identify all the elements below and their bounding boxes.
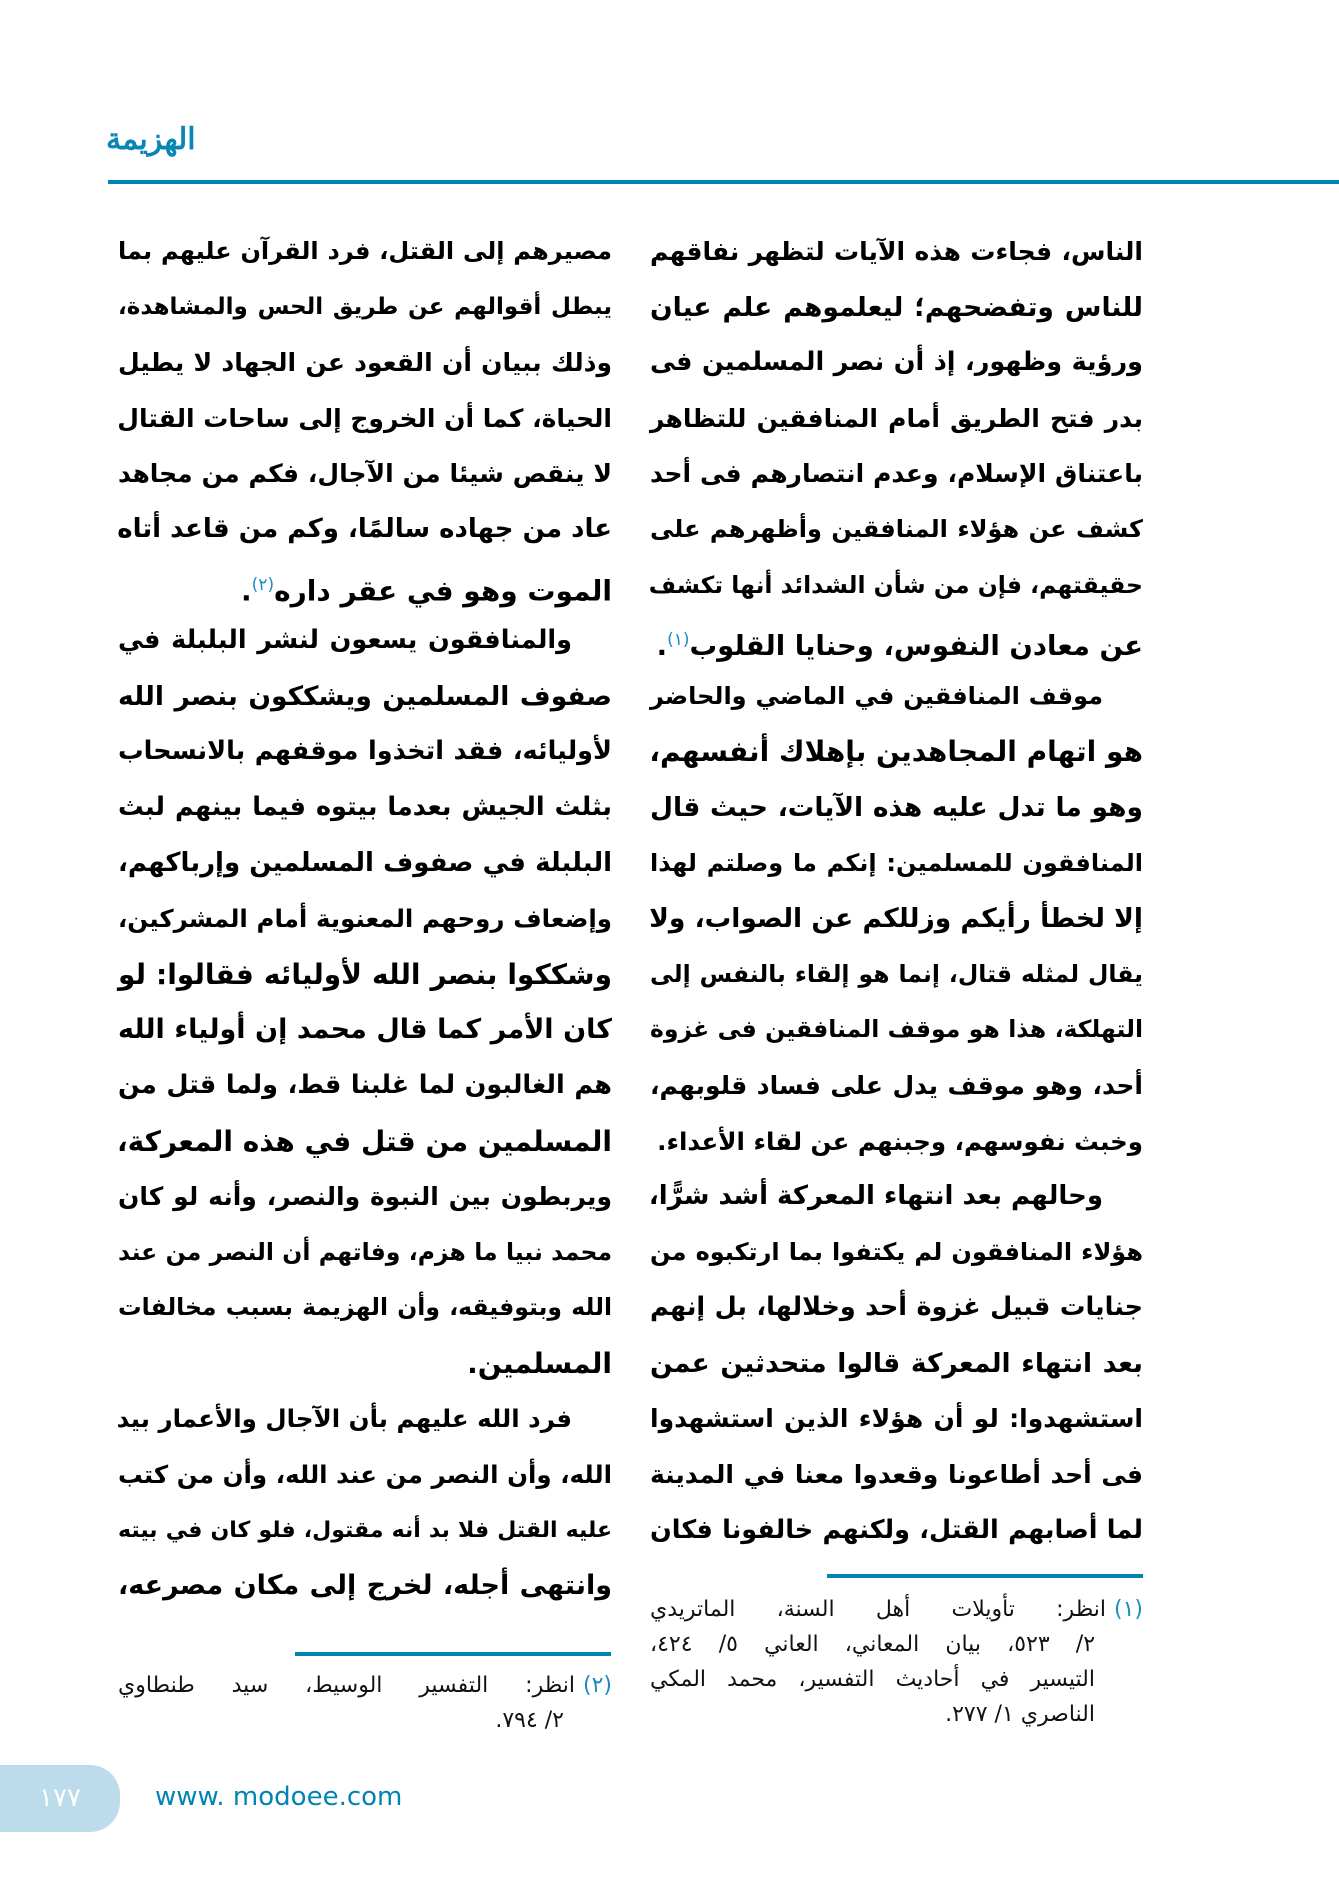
line-text: وانتهى أجله، لخرج إلى مكان مصرعه، bbox=[118, 1570, 612, 1602]
line-text: باعتناق الإسلام، وعدم انتصارهم فى أحد bbox=[650, 459, 1143, 489]
footnote-divider-right bbox=[827, 1574, 1143, 1578]
line-text: وذلك ببيان أن القعود عن الجهاد لا يطيل bbox=[118, 348, 612, 378]
text-line bbox=[650, 1503, 1143, 1559]
text-line bbox=[650, 947, 1143, 1003]
line-text: وشككوا بنصر الله لأوليائه فقالوا: لو bbox=[118, 957, 612, 991]
text-line bbox=[118, 558, 612, 614]
line-text: ورؤية وظهور، إذ أن نصر المسلمين فى bbox=[650, 347, 1143, 378]
text-line bbox=[650, 1002, 1143, 1058]
website-url: www. modoee.com bbox=[155, 1782, 403, 1812]
footnote-number: (١) bbox=[1113, 1597, 1143, 1622]
text-line bbox=[118, 836, 612, 892]
text-line bbox=[650, 724, 1143, 780]
line-text: صفوف المسلمين ويشككون بنصر الله bbox=[118, 680, 612, 712]
text-line bbox=[118, 391, 612, 447]
text-line bbox=[118, 1114, 612, 1170]
footnote-text: ٢/ ٧٩٤. bbox=[495, 1708, 564, 1733]
text-line bbox=[118, 669, 612, 725]
text-line bbox=[118, 1336, 612, 1392]
footnote-line bbox=[118, 1668, 612, 1703]
text-line bbox=[650, 1447, 1143, 1503]
text-line bbox=[650, 669, 1143, 725]
text-line bbox=[118, 1503, 612, 1559]
footnote-text: انظر: التفسير الوسيط، سيد طنطاوي bbox=[118, 1673, 575, 1698]
footnote-text: ٢/ ٥٢٣، بيان المعاني، العاني ٥/ ٤٢٤، bbox=[650, 1632, 1096, 1657]
text-line bbox=[650, 446, 1143, 502]
line-text: عليه القتل فلا بد أنه مقتول، فلو كان في بيته bbox=[118, 1517, 612, 1543]
line-text: المسلمين. bbox=[467, 1346, 612, 1380]
line-text: والمنافقون يسعون لنشر البلبلة في bbox=[118, 625, 572, 656]
text-line bbox=[650, 891, 1143, 947]
line-text: وإضعاف روحهم المعنوية أمام المشركين، bbox=[118, 904, 612, 934]
line-text: بثلث الجيش بعدما بيتوه فيما بينهم لبث bbox=[118, 791, 612, 822]
text-line bbox=[118, 947, 612, 1003]
text-line bbox=[650, 335, 1143, 391]
text-line bbox=[118, 280, 612, 336]
footnote-text: التيسير في أحاديث التفسير، محمد المكي bbox=[650, 1667, 1095, 1692]
line-text: المسلمين من قتل في هذه المعركة، bbox=[116, 1124, 612, 1158]
line-text: الموت وهو في عقر داره bbox=[274, 573, 612, 607]
line-text: فرد الله عليهم بأن الآجال والأعمار بيد bbox=[116, 1404, 572, 1434]
text-line bbox=[118, 1058, 612, 1114]
text-line bbox=[650, 558, 1143, 614]
line-text: يقال لمثله قتال، إنما هو إلقاء بالنفس إلى bbox=[650, 959, 1143, 988]
text-line bbox=[650, 1169, 1143, 1225]
page-number-badge bbox=[0, 1765, 120, 1832]
line-text: ويربطون بين النبوة والنصر، وأنه لو كان bbox=[118, 1182, 612, 1212]
line-text: جنايات قبيل غزوة أحد وخلالها، بل إنهم bbox=[650, 1292, 1143, 1323]
line-tail: . bbox=[241, 573, 252, 607]
text-line bbox=[118, 335, 612, 391]
right-text-column bbox=[650, 224, 1143, 1558]
line-text: الله وبتوفيقه، وأن الهزيمة بسبب مخالفات bbox=[118, 1293, 612, 1322]
text-line bbox=[650, 1280, 1143, 1336]
text-line bbox=[118, 724, 612, 780]
footnote-marker: (٢) bbox=[251, 574, 275, 595]
line-text: استشهدوا: لو أن هؤلاء الذين استشهدوا bbox=[650, 1404, 1143, 1434]
line-text: وخبث نفوسهم، وجبنهم عن لقاء الأعداء. bbox=[657, 1126, 1143, 1156]
line-text: هو اتهام المجاهدين بإهلاك أنفسهم، bbox=[649, 735, 1143, 769]
text-line bbox=[118, 446, 612, 502]
line-text: الناس، فجاءت هذه الآيات لتظهر نفاقهم bbox=[650, 237, 1143, 266]
footnote-line bbox=[650, 1627, 1143, 1662]
text-line bbox=[650, 1391, 1143, 1447]
line-text: هم الغالبون لما غلبنا قط، ولما قتل من bbox=[118, 1069, 612, 1100]
text-line bbox=[118, 1391, 612, 1447]
text-line bbox=[650, 224, 1143, 280]
text-line bbox=[650, 1058, 1143, 1114]
line-text: حقيقتهم، فإن من شأن الشدائد أنها تكشف bbox=[648, 570, 1143, 599]
line-text: كشف عن هؤلاء المنافقين وأظهرهم على bbox=[650, 514, 1143, 543]
line-text: أحد، وهو موقف يدل على فساد قلوبهم، bbox=[650, 1070, 1143, 1100]
text-line bbox=[118, 613, 612, 669]
text-line bbox=[650, 613, 1143, 669]
line-text: عاد من جهاده سالمًا، وكم من قاعد أتاه bbox=[117, 513, 612, 544]
text-line bbox=[650, 836, 1143, 892]
page-number: ١٧٧ bbox=[39, 1783, 81, 1813]
text-line bbox=[650, 1336, 1143, 1392]
footnote-divider-left bbox=[295, 1652, 611, 1656]
footnote-marker: (١) bbox=[667, 630, 690, 651]
text-line bbox=[650, 502, 1143, 558]
footnote-number: (٢) bbox=[582, 1673, 612, 1698]
line-text: محمد نبيا ما هزم، وفاتهم أن النصر من عند bbox=[118, 1237, 612, 1266]
text-line bbox=[118, 1002, 612, 1058]
line-text: للناس وتفضحهم؛ ليعلموهم علم عيان bbox=[650, 291, 1143, 323]
line-text: كان الأمر كما قال محمد إن أولياء الله bbox=[118, 1014, 612, 1046]
footnote-line bbox=[118, 1703, 612, 1738]
line-text: يبطل أقوالهم عن طريق الحس والمشاهدة، bbox=[118, 293, 612, 320]
text-line bbox=[118, 502, 612, 558]
footnote-line bbox=[650, 1697, 1143, 1732]
footnote-1 bbox=[650, 1592, 1143, 1732]
book-title-logo: الهزيمة bbox=[106, 122, 196, 157]
text-line bbox=[118, 224, 612, 280]
line-text: الحياة، كما أن الخروج إلى ساحات القتال bbox=[117, 403, 612, 433]
text-line bbox=[118, 780, 612, 836]
line-text: التهلكة، هذا هو موقف المنافقين فى غزوة bbox=[650, 1015, 1143, 1044]
footnote-line bbox=[650, 1592, 1143, 1627]
text-line bbox=[650, 780, 1143, 836]
footnote-2 bbox=[118, 1668, 612, 1738]
text-line bbox=[118, 1280, 612, 1336]
line-text: بعد انتهاء المعركة قالوا متحدثين عمن bbox=[650, 1347, 1143, 1379]
line-text: لا ينقص شيئا من الآجال، فكم من مجاهد bbox=[118, 459, 612, 489]
header-divider bbox=[108, 180, 1339, 184]
line-tail: . bbox=[656, 630, 668, 663]
line-text: هؤلاء المنافقون لم يكتفوا بما ارتكبوه من bbox=[650, 1237, 1143, 1266]
line-text: وحالهم بعد انتهاء المعركة أشد شرًّا، bbox=[648, 1181, 1103, 1212]
text-line bbox=[118, 1225, 612, 1281]
line-text: بدر فتح الطريق أمام المنافقين للتظاهر bbox=[650, 403, 1143, 433]
line-text: لأوليائه، فقد اتخذوا موقفهم بالانسحاب bbox=[118, 736, 612, 767]
text-line bbox=[650, 1225, 1143, 1281]
line-text: عن معادن النفوس، وحنايا القلوب bbox=[689, 630, 1143, 663]
text-line bbox=[118, 1169, 612, 1225]
footnote-text: انظر: تأويلات أهل السنة، الماتريدي bbox=[650, 1597, 1106, 1622]
text-line bbox=[650, 391, 1143, 447]
line-text: البلبلة في صفوف المسلمين وإرباكهم، bbox=[118, 847, 612, 878]
line-text: وهو ما تدل عليه هذه الآيات، حيث قال bbox=[650, 791, 1143, 823]
line-text: فى أحد أطاعونا وقعدوا معنا في المدينة bbox=[650, 1460, 1143, 1490]
left-text-column bbox=[118, 224, 612, 1614]
line-text: موقف المنافقين في الماضي والحاضر bbox=[650, 681, 1103, 710]
line-text: لما أصابهم القتل، ولكنهم خالفونا فكان bbox=[650, 1514, 1143, 1545]
footnote-text: الناصري ١/ ٢٧٧. bbox=[945, 1702, 1095, 1727]
line-text: مصيرهم إلى القتل، فرد القرآن عليهم بما bbox=[118, 237, 612, 265]
footnote-line bbox=[650, 1662, 1143, 1697]
line-text: المنافقون للمسلمين: إنكم ما وصلتم لهذا bbox=[650, 848, 1143, 877]
line-text: إلا لخطأ رأيكم وزللكم عن الصواب، ولا bbox=[649, 903, 1143, 935]
text-line bbox=[118, 1558, 612, 1614]
text-line bbox=[118, 1447, 612, 1503]
text-line bbox=[650, 280, 1143, 336]
text-line bbox=[118, 891, 612, 947]
text-line bbox=[650, 1114, 1143, 1170]
line-text: الله، وأن النصر من عند الله، وأن من كتب bbox=[118, 1460, 612, 1490]
